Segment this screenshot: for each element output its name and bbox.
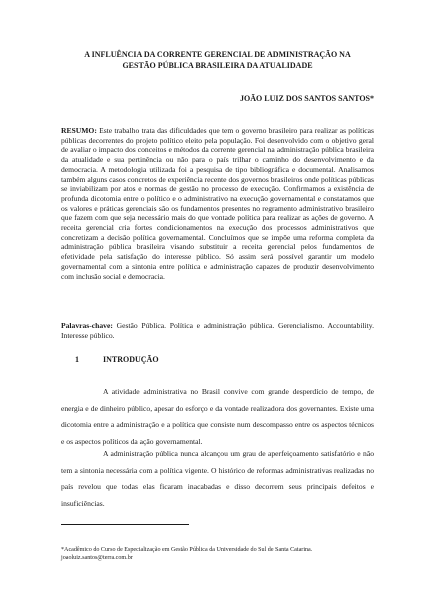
footnote-email[interactable]: joaoluiz.santos@terra.com.br [61,555,133,561]
paper-title-line-2: GESTÃO PÚBLICA BRASILEIRA DA ATUALIDADE [122,60,313,70]
body-paragraph: A atividade administrativa no Brasil convive com grande desperdício de tempo, de energia e de dinheiro público, apesar do esforço e da vontade realizadora dos governantes. Existe uma dicotomia entre a administração e a política que consiste num descompasso entre os aspectos técnicos e os aspectos políticos da ação governamental. [61,387,374,446]
abstract-label: RESUMO: [61,126,97,135]
footnote-affiliation: *Acadêmico do Curso de Especialização em Gestão Pública da Universidade do Sul de Santa Catarina. [61,547,313,553]
keywords-label: Palavras-chave: [61,321,113,330]
footnote [61,546,381,562]
section-heading [75,355,159,365]
paper-title-line-1: A INFLUÊNCIA DA CORRENTE GERENCIAL DE ADMINISTRAÇÃO NA [84,50,351,59]
keywords [61,321,374,340]
paper-title [40,50,395,71]
section-title: INTRODUÇÃO [103,355,159,364]
section-number: 1 [75,355,79,364]
keywords-text: Gestão Pública. Política e administração pública. Gerencialismo. Accountability. Interesse público. [61,321,374,340]
footnote-divider [61,524,189,525]
author-name: JOÃO LUIZ DOS SANTOS SANTOS* [240,94,374,103]
body-paragraph: A administração pública nunca alcançou um grau de aperfeiçoamento satisfatório e não tem a sintonia necessária com a política vigente. O histórico de reformas administrativas realizadas no país revelou que todas elas ficaram inacabadas e disso decorrem seus principais defeitos e insuficiências. [61,449,374,508]
abstract [61,126,374,281]
abstract-text: Este trabalho trata das dificuldades que tem o governo brasileiro para realizar as políticas públicas decorrentes do projeto político eleito pela população. Foi desenvolvido com o objetivo geral de avaliar o impacto dos conceitos e métodos da corrente gerencial na administração pública brasileira da atualidade e sua pertinência ou não para o país trilhar o caminho do desenvolvimento e da democracia. A metodologia utilizada foi a pesquisa de tipo bibliográfica e documental. Analisamos também alguns casos concretos de experiência recente dos governos brasileiros onde políticas públicas se inviabilizam por atos e normas de gestão no processo de execução. Confirmamos a existência de profunda dicotomia entre o político e o administrativo na execução governamental e constatamos que os valores e práticas gerenciais são os fundamentos presentes no regramento administrativo brasileiro que fazem com que seja necessário mais do que vontade política para realizar as ações de governo. A receita gerencial cria fortes condicionamentos na execução dos processos administrativos que concretizam a decisão política governamental. Concluímos que se impõe uma reforma completa da administração pública brasileira visando substituir a receita gerencial pelos fundamentos de efetividade pela satisfação do interesse público. Só assim será possível garantir um modelo governamental com a sintonia entre política e administração capazes de produzir desenvolvimento com inclusão social e democracia. [61,126,374,281]
